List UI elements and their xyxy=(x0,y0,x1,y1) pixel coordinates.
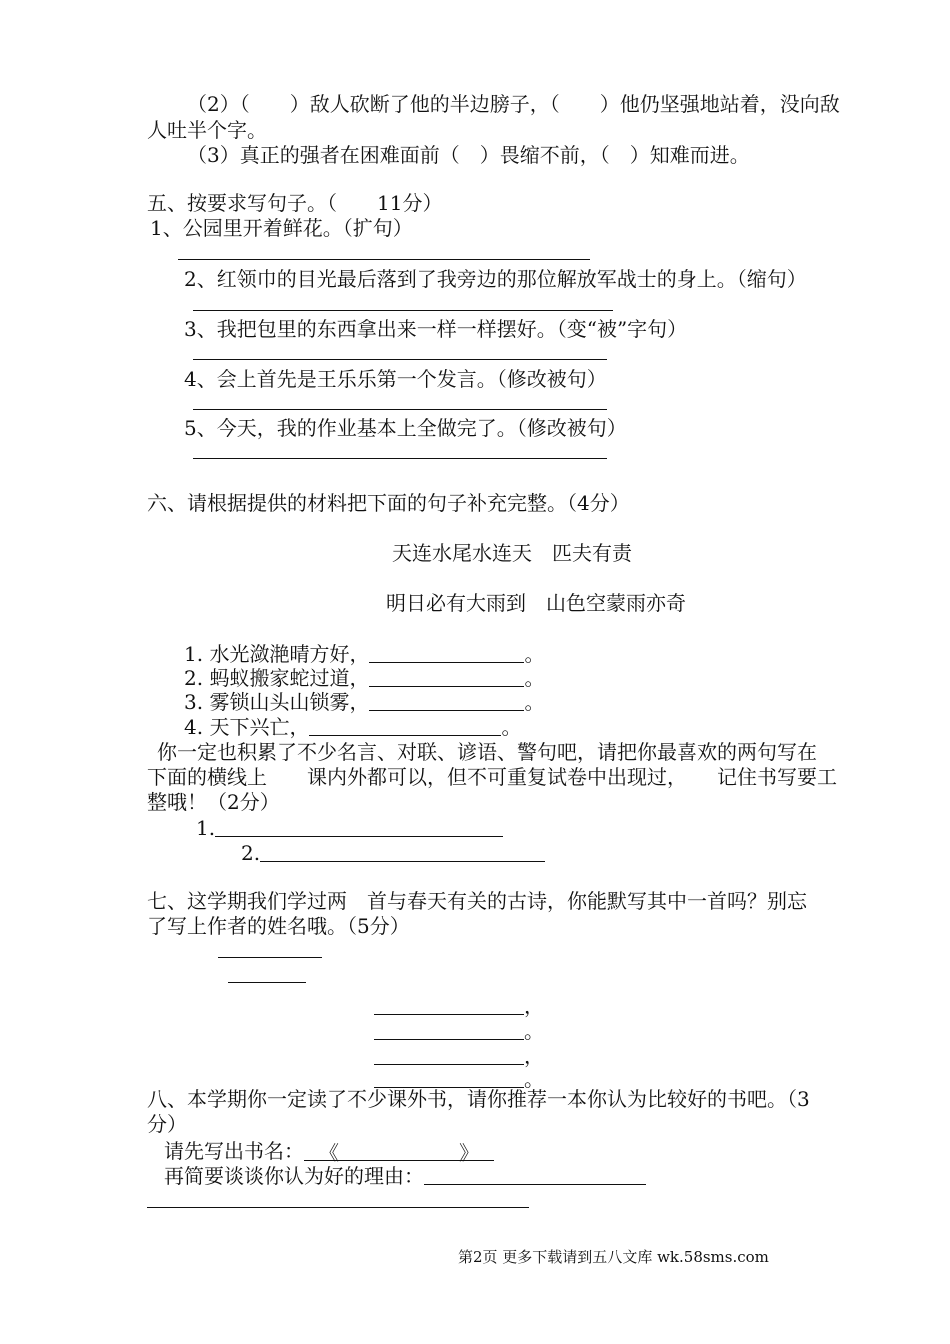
sec6-title: 六、请根据提供的材料把下面的句子补充完整。（4分） xyxy=(147,491,630,515)
poem-blank-2[interactable] xyxy=(374,1019,524,1040)
sec7-line1: 七、这学期我们学过两 首与春天有关的古诗，你能默写其中一首吗？别忘 xyxy=(147,889,807,913)
sec5-answer-line-4[interactable] xyxy=(193,409,607,410)
sec5-title: 五、按要求写句子。（ 11分） xyxy=(147,191,443,215)
sec6-blank-2[interactable] xyxy=(369,666,524,687)
sec5-item-1: 1、公园里开着鲜花。（扩句） xyxy=(150,216,413,240)
sec6-blank-line-2: 2. xyxy=(241,840,545,866)
sec7-line2: 了写上作者的姓名哦。（5分） xyxy=(147,914,410,938)
sec6-extra-line1: 你一定也积累了不少名言、对联、谚语、警句吧，请把你最喜欢的两句写在 xyxy=(157,740,817,764)
sec6-material-row1: 天连水尾水连天 匹夫有责 xyxy=(392,541,632,565)
sec8-line2: 分） xyxy=(147,1112,187,1136)
sec6-blank-1[interactable] xyxy=(369,642,524,663)
sec6-proverb-blank-1[interactable] xyxy=(215,816,503,837)
sec6-blank-line-1: 1. xyxy=(196,815,503,841)
sec6-extra-line2: 下面的横线上 课内外都可以，但不可重复试卷中出现过， 记住书写要工 xyxy=(147,765,837,789)
sec6-item-2: 2. 蚂蚁搬家蛇过道， 。 xyxy=(184,666,545,690)
sec5-item-5: 5、今天，我的作业基本上全做完了。（修改被句） xyxy=(184,416,627,440)
reason-field[interactable] xyxy=(424,1164,646,1185)
book-title-field[interactable]: 《 》 xyxy=(304,1140,494,1161)
sec5-item-2: 2、红领巾的目光最后落到了我旁边的那位解放军战士的身上。（缩句） xyxy=(184,267,807,291)
poem-line-2: 。 xyxy=(374,1018,544,1044)
sec5-answer-line-5[interactable] xyxy=(193,458,607,459)
sec5-answer-line-2[interactable] xyxy=(193,310,613,311)
sec4-item2-line2: 人吐半个字。 xyxy=(147,118,267,142)
sec5-item-4: 4、会上首先是王乐乐第一个发言。（修改被句） xyxy=(184,367,607,391)
sec5-item-3: 3、我把包里的东西拿出来一样一样摆好。（变“被”字句） xyxy=(184,317,688,341)
sec6-extra-line3: 整哦！（2分） xyxy=(147,790,280,814)
sec5-answer-line-1[interactable] xyxy=(178,259,590,260)
sec6-material-row2: 明日必有大雨到 山色空蒙雨亦奇 xyxy=(386,591,686,615)
sec6-item-4: 4. 天下兴亡， 。 xyxy=(184,715,522,739)
sec5-answer-line-3[interactable] xyxy=(193,359,607,360)
poem-line-3: ， xyxy=(374,1043,544,1069)
sec6-blank-3[interactable] xyxy=(369,690,524,711)
sec8-reason-row: 再简要谈谈你认为好的理由： xyxy=(164,1163,646,1189)
sec6-item-3: 3. 雾锁山头山锁雾， 。 xyxy=(184,690,545,714)
poem-author-line[interactable] xyxy=(228,982,306,983)
poem-blank-4[interactable] xyxy=(374,1067,524,1088)
sec6-proverb-blank-2[interactable] xyxy=(260,841,545,862)
poem-line-1: ， xyxy=(374,993,544,1019)
poem-blank-3[interactable] xyxy=(374,1044,524,1065)
sec6-blank-4[interactable] xyxy=(309,715,501,736)
sec6-item-1: 1. 水光潋滟晴方好， 。 xyxy=(184,642,545,666)
sec4-item3: （3）真正的强者在困难面前（ ）畏缩不前，（ ）知难而进。 xyxy=(187,143,750,167)
reason-line-2[interactable] xyxy=(147,1207,529,1208)
sec8-line1: 八、本学期你一定读了不少课外书，请你推荐一本你认为比较好的书吧。（3 xyxy=(147,1087,810,1111)
poem-title-line[interactable] xyxy=(218,957,322,958)
page-footer: 第2页 更多下载请到五八文库 wk.58sms.com xyxy=(458,1248,769,1266)
sec4-item2-line1: （2）（ ）敌人砍断了他的半边膀子，（ ）他仍坚强地站着，没向敌 xyxy=(187,92,840,116)
sec8-book-row: 请先写出书名： 《 》 xyxy=(164,1138,494,1164)
poem-line-4: 。 xyxy=(374,1066,544,1092)
poem-blank-1[interactable] xyxy=(374,994,524,1015)
